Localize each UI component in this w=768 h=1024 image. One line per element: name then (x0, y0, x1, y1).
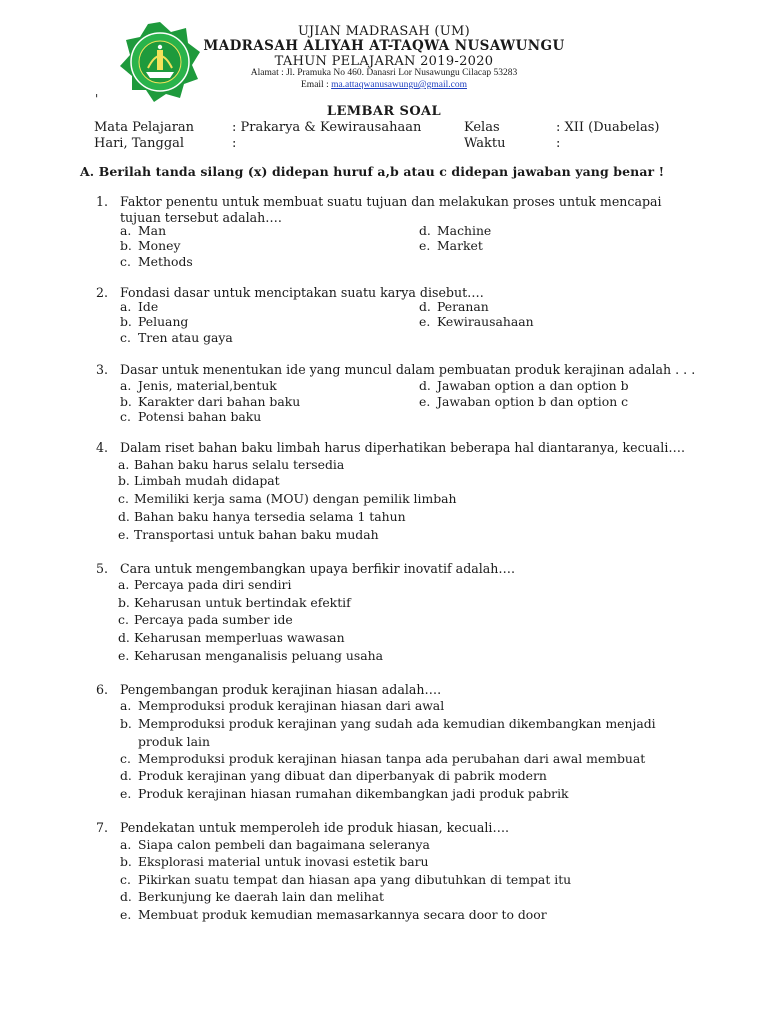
option-a[interactable] (120, 378, 277, 393)
option-text: Bahan baku harus selalu tersedia (134, 457, 345, 472)
option-text: Bahan baku hanya tersedia selama 1 tahun (134, 509, 406, 524)
option-letter: d. (419, 223, 431, 238)
option-letter: e. (419, 238, 431, 253)
option-d[interactable] (118, 509, 406, 524)
class-label: Kelas (464, 120, 500, 135)
option-letter: b. (120, 716, 132, 731)
school-email-line (0, 80, 768, 90)
option-a[interactable] (120, 837, 430, 852)
option-e[interactable] (419, 394, 628, 409)
option-a[interactable] (118, 577, 291, 592)
option-text: Peluang (138, 314, 189, 329)
exam-name: UJIAN MADRASAH (UM) (297, 24, 471, 39)
option-text: Keharusan memperluas wawasan (134, 630, 345, 645)
option-text: Produk kerajinan yang dibuat dan diperbanyak di pabrik modern (138, 768, 547, 783)
question-number: 5. (95, 561, 108, 576)
option-d[interactable] (419, 378, 629, 393)
question-text: Fondasi dasar untuk menciptakan suatu karya disebut…. (120, 285, 484, 300)
option-letter: a. (120, 698, 132, 713)
option-d[interactable] (118, 630, 345, 645)
option-letter: b. (120, 314, 132, 329)
option-text: Peranan (437, 299, 489, 314)
option-text: Eksplorasi material untuk inovasi estetik baru (138, 854, 429, 869)
option-letter: c. (120, 409, 131, 424)
option-d[interactable] (419, 223, 491, 238)
question-number: 6. (95, 682, 108, 697)
option-letter: d. (118, 509, 130, 524)
option-text: Jenis, material,bentuk (138, 378, 277, 393)
option-d[interactable] (419, 299, 489, 314)
option-a[interactable] (120, 698, 444, 713)
option-letter: c. (120, 330, 131, 345)
option-text: Produk kerajinan hiasan rumahan dikembangkan jadi produk pabrik (138, 786, 569, 801)
option-letter: a. (118, 577, 130, 592)
option-c[interactable] (120, 254, 193, 269)
question-text: Cara untuk mengembangkan upaya berfikir inovatif adalah…. (120, 561, 516, 576)
option-b[interactable] (118, 473, 280, 488)
option-letter: c. (120, 872, 131, 887)
option-e[interactable] (118, 648, 383, 663)
option-a[interactable] (120, 223, 166, 238)
option-a[interactable] (118, 457, 344, 472)
question-number: 4. (95, 440, 108, 455)
question-text: Dasar untuk menentukan ide yang muncul dalam pembuatan produk kerajinan adalah . . . (120, 362, 696, 377)
option-text: Jawaban option a dan option b (437, 378, 629, 393)
option-letter: a. (120, 223, 132, 238)
option-letter: c. (120, 751, 131, 766)
option-text: Memiliki kerja sama (MOU) dengan pemilik limbah (134, 491, 457, 506)
email-link[interactable]: ma.attaqwanusawungu@gmail.com (331, 80, 467, 90)
option-letter: d. (120, 889, 132, 904)
class-value: : XII (Duabelas) (556, 120, 660, 135)
option-letter: e. (118, 648, 130, 663)
option-text: Tren atau gaya (138, 330, 233, 345)
option-c[interactable] (118, 491, 457, 506)
option-letter: b. (120, 394, 132, 409)
option-text: Siapa calon pembeli dan bagaimana seleranya (138, 837, 430, 852)
option-e[interactable] (118, 527, 379, 542)
option-a[interactable] (120, 299, 158, 314)
option-b[interactable] (118, 595, 351, 610)
question-text: Pengembangan produk kerajinan hiasan adalah…. (120, 682, 442, 697)
option-text: Potensi bahan baku (138, 409, 262, 424)
option-b[interactable] (120, 394, 300, 409)
stray-mark: ' (95, 92, 99, 106)
option-text: Pikirkan suatu tempat dan hiasan apa yang dibutuhkan di tempat itu (138, 872, 572, 887)
sheet-title: LEMBAR SOAL (326, 104, 442, 119)
option-letter: c. (120, 254, 131, 269)
option-b-continued (120, 734, 210, 749)
option-c[interactable] (120, 751, 645, 766)
question-text: Dalam riset bahan baku limbah harus diperhatikan beberapa hal diantaranya, kecuali…. (120, 440, 685, 455)
option-text: Memproduksi produk kerajinan hiasan tanpa ada perubahan dari awal membuat (138, 751, 646, 766)
option-text: Memproduksi produk kerajinan hiasan dari awal (138, 698, 445, 713)
option-text: Ide (138, 299, 159, 314)
option-text: Membuat produk kemudian memasarkannya secara door to door (138, 907, 547, 922)
section-a-instruction: A. Berilah tanda silang (x) didepan huruf a,b atau c didepan jawaban yang benar ! (80, 164, 665, 179)
option-text: Keharusan menganalisis peluang usaha (134, 648, 384, 663)
academic-year: TAHUN PELAJARAN 2019-2020 (274, 54, 494, 69)
option-text: Transportasi untuk bahan baku mudah (134, 527, 379, 542)
option-letter: d. (419, 378, 431, 393)
option-b[interactable] (120, 854, 429, 869)
question-number: 1. (95, 194, 108, 209)
option-text: Percaya pada sumber ide (134, 612, 293, 627)
option-letter: b. (118, 595, 130, 610)
option-b[interactable] (120, 238, 180, 253)
option-letter: a. (120, 837, 132, 852)
email-label: Email : (301, 80, 332, 90)
school-name: MADRASAH ALIYAH AT-TAQWA NUSAWUNGU (203, 38, 565, 54)
option-b[interactable] (120, 314, 188, 329)
option-letter: e. (419, 394, 431, 409)
subject-value: : Prakarya & Kewirausahaan (232, 120, 422, 135)
option-letter: c. (118, 491, 129, 506)
option-d[interactable] (120, 889, 384, 904)
option-c[interactable] (120, 409, 261, 424)
option-e[interactable] (419, 238, 483, 253)
option-text: produk lain (138, 734, 210, 749)
question-number: 3. (95, 362, 108, 377)
option-text: Limbah mudah didapat (134, 473, 280, 488)
date-value: : (232, 136, 237, 151)
option-c[interactable] (118, 612, 293, 627)
date-label: Hari, Tanggal (94, 136, 185, 151)
option-letter: e. (118, 527, 130, 542)
option-letter: e. (419, 314, 431, 329)
question-number: 7. (95, 820, 108, 835)
option-text: Keharusan untuk bertindak efektif (134, 595, 351, 610)
option-letter: a. (118, 457, 130, 472)
option-text: Methods (138, 254, 193, 269)
question-number: 2. (95, 285, 108, 300)
option-letter: b. (118, 473, 130, 488)
time-label: Waktu (464, 136, 506, 151)
subject-label: Mata Pelajaran (94, 120, 195, 135)
question-text: Pendekatan untuk memperoleh ide produk hiasan, kecuali…. (120, 820, 510, 835)
option-b[interactable] (120, 716, 656, 731)
option-e[interactable] (419, 314, 534, 329)
option-letter: e. (120, 907, 132, 922)
option-letter: d. (118, 630, 130, 645)
question-text: Faktor penentu untuk membuat suatu tujuan dan melakukan proses untuk mencapai tujuan tersebut adalah…. (120, 194, 662, 225)
option-text: Karakter dari bahan baku (138, 394, 301, 409)
option-letter: d. (120, 768, 132, 783)
option-text: Man (138, 223, 167, 238)
option-text: Money (138, 238, 181, 253)
option-letter: a. (120, 378, 132, 393)
school-address: Alamat : Jl. Pramuka No 460. Danasri Lor Nusawungu Cilacap 53283 (250, 68, 518, 78)
option-c[interactable] (120, 330, 233, 345)
option-letter: b. (120, 238, 132, 253)
option-letter: d. (419, 299, 431, 314)
option-text: Berkunjung ke daerah lain dan melihat (138, 889, 384, 904)
option-text: Jawaban option b dan option c (437, 394, 629, 409)
option-d[interactable] (120, 768, 547, 783)
time-value: : (556, 136, 561, 151)
option-e[interactable] (120, 786, 569, 801)
option-letter: c. (118, 612, 129, 627)
option-text: Percaya pada diri sendiri (134, 577, 292, 592)
option-text: Market (437, 238, 483, 253)
option-c[interactable] (120, 872, 571, 887)
option-text: Kewirausahaan (437, 314, 534, 329)
option-letter: a. (120, 299, 132, 314)
option-letter: b. (120, 854, 132, 869)
option-letter: e. (120, 786, 132, 801)
option-text: Machine (437, 223, 492, 238)
option-e[interactable] (120, 907, 547, 922)
option-text: Memproduksi produk kerajinan yang sudah ada kemudian dikembangkan menjadi (138, 716, 656, 731)
